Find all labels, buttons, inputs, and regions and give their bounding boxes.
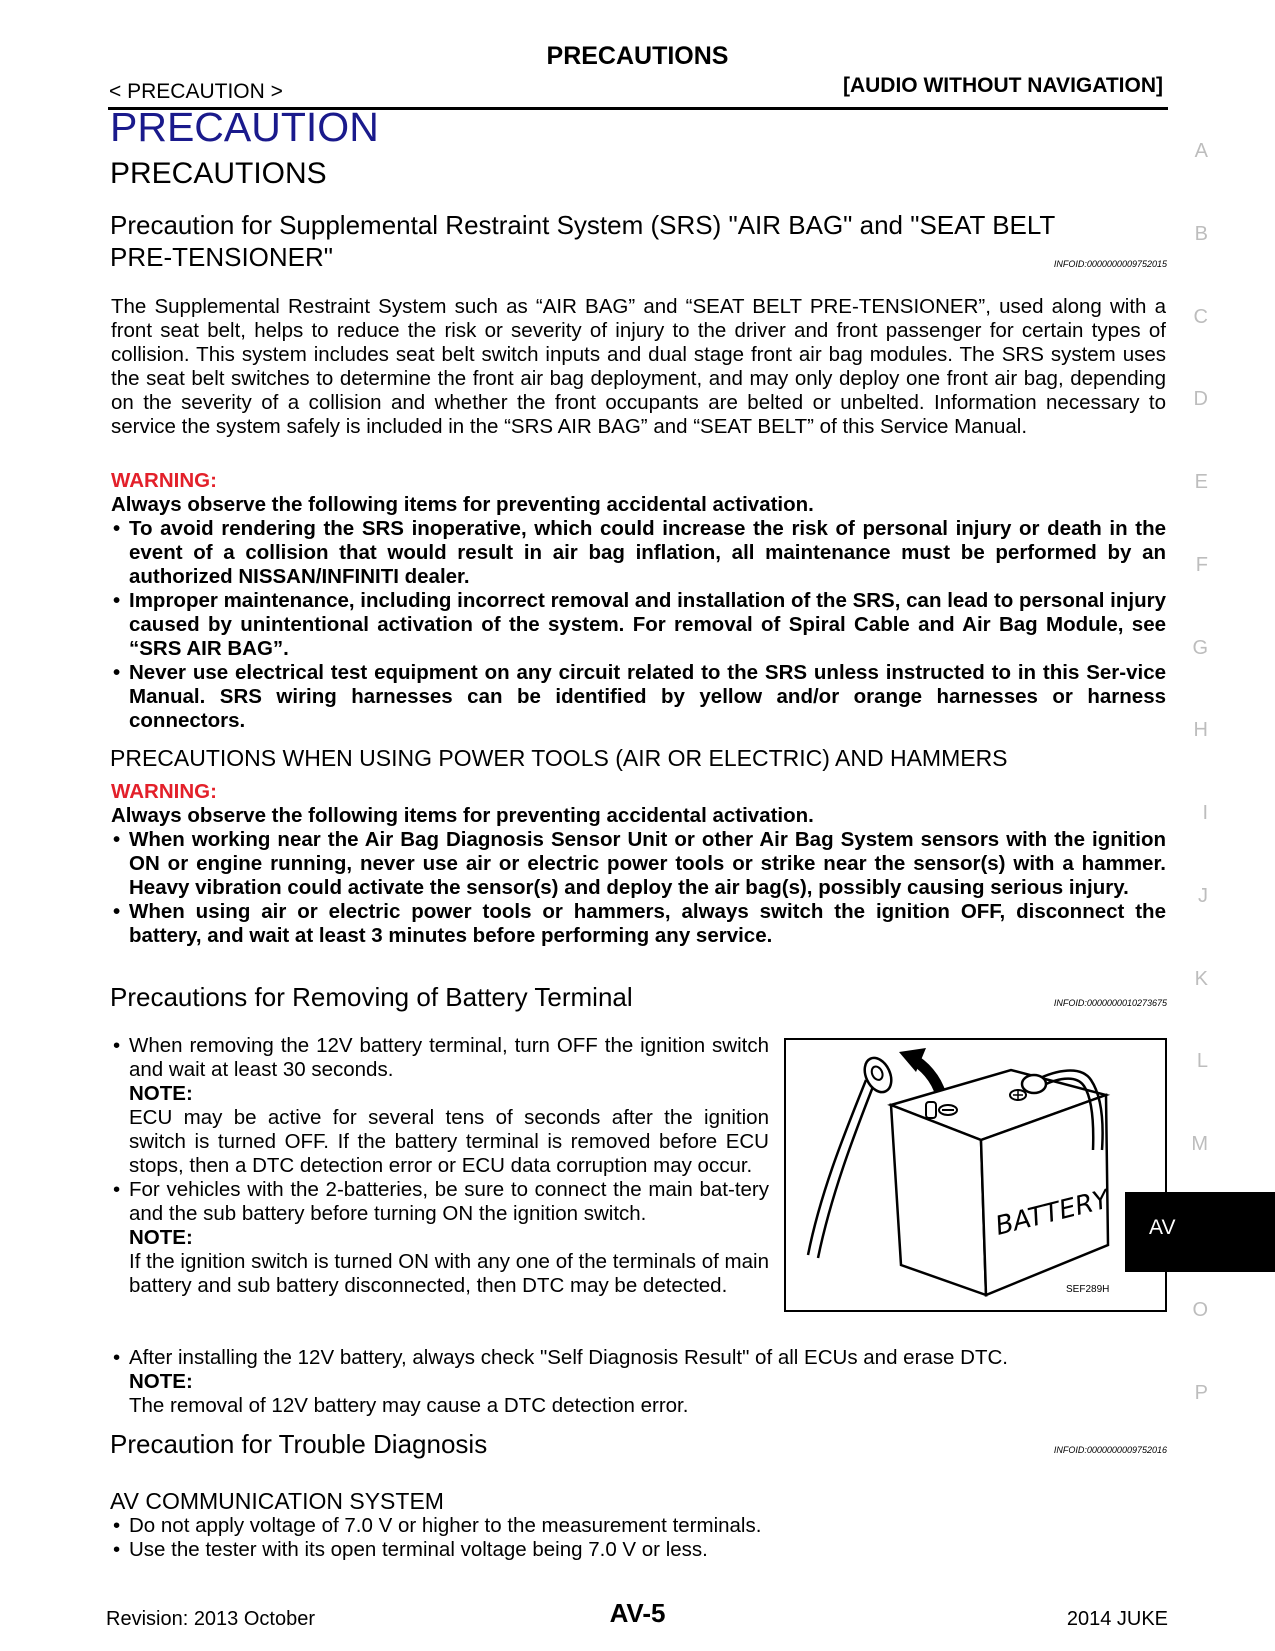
battery-figure-code: SEF289H xyxy=(1066,1284,1110,1295)
section-tag: [AUDIO WITHOUT NAVIGATION] xyxy=(842,74,1163,97)
trouble-item: • Use the tester with its open terminal voltage being 7.0 V or less. xyxy=(111,1538,1166,1562)
note-text: ECU may be active for several tens of seconds after the ignition switch is turned OFF. If the battery terminal is removed before ECU stops, then a DTC detection error or ECU data corruption may occur. xyxy=(129,1106,769,1177)
side-index-m[interactable]: M xyxy=(1191,1133,1208,1155)
side-index-f[interactable]: F xyxy=(1195,554,1208,576)
srs-warning-intro: Always observe the following items for preventing accidental activation. xyxy=(111,493,814,516)
side-index-e[interactable]: E xyxy=(1194,471,1208,493)
side-index-c[interactable]: C xyxy=(1193,306,1208,328)
battery-figure xyxy=(784,1038,1167,1312)
srs-paragraph: The Supplemental Restraint System such as “AIR BAG” and “SEAT BELT PRE-TENSIONER”, used along with a front seat belt, helps to reduce the risk or severity of injury to the driver and front passenger for certain types of collision. This system includes seat belt switch inputs and dual stage front air bag modules. The SRS system uses the seat belt switches to determine the front air bag deployment, and may only deploy one front air bag, depending on the severity of a collision and whether the front occupants are belted or unbelted. Information necessary to service the system safely is included in the “SRS AIR BAG” and “SEAT BELT” of this Service Manual. xyxy=(111,295,1166,438)
power-tools-warning-list xyxy=(111,828,1166,948)
battery-figure-label: BATTERY xyxy=(992,1184,1113,1242)
battery-item-text: For vehicles with the 2-batteries, be sure to connect the main bat-tery and the sub battery before turning ON the ignition switch. xyxy=(129,1178,769,1225)
note-text: If the ignition switch is turned ON with any one of the terminals of main battery and sub battery disconnected, then DTC may be detected. xyxy=(129,1250,769,1297)
note-text: The removal of 12V battery may cause a DTC detection error. xyxy=(129,1394,689,1417)
battery-illustration xyxy=(786,1040,1165,1310)
srs-warning-item: • To avoid rendering the SRS inoperative, which could increase the risk of personal injury or death in the event of a collision that would result in air bag inflation, all maintenance must be performed by an authorized NISSAN/INFINITI dealer. xyxy=(111,517,1166,589)
srs-heading xyxy=(110,209,1170,273)
battery-item xyxy=(111,1034,769,1178)
side-index-b[interactable]: B xyxy=(1194,223,1208,245)
side-index-j[interactable]: J xyxy=(1198,885,1208,907)
side-index-g[interactable]: G xyxy=(1192,637,1208,659)
side-index-l[interactable]: L xyxy=(1196,1050,1208,1072)
footer-model: 2014 JUKE xyxy=(1066,1608,1168,1630)
power-tools-heading: PRECAUTIONS WHEN USING POWER TOOLS (AIR OR ELECTRIC) AND HAMMERS xyxy=(110,745,1008,771)
srs-infoid: INFOID:0000000009752015 xyxy=(1053,259,1167,269)
breadcrumb: < PRECAUTION > xyxy=(109,80,283,103)
running-header-title: PRECAUTIONS xyxy=(546,42,729,70)
battery-heading: Precautions for Removing of Battery Terminal xyxy=(110,982,633,1012)
side-index-k[interactable]: K xyxy=(1194,968,1208,990)
srs-warning-item: • Never use electrical test equipment on any circuit related to the SRS unless instructed to in this Ser-vice Manual. SRS wiring harnesses can be identified by yellow and/or orange harnesses or harness connectors. xyxy=(111,661,1166,733)
trouble-subheading: AV COMMUNICATION SYSTEM xyxy=(110,1488,444,1514)
trouble-infoid: INFOID:0000000009752016 xyxy=(1053,1445,1167,1455)
page-subtitle: PRECAUTIONS xyxy=(110,157,327,190)
footer-page-number: AV-5 xyxy=(609,1598,666,1628)
note-label: NOTE: xyxy=(129,1226,193,1249)
srs-warning-list xyxy=(111,517,1166,733)
trouble-list xyxy=(111,1514,1166,1562)
power-tools-warning-label: WARNING: xyxy=(111,780,217,803)
trouble-heading: Precaution for Trouble Diagnosis xyxy=(110,1429,488,1459)
side-index-d[interactable]: D xyxy=(1193,388,1208,410)
battery-list-bottom xyxy=(111,1346,1166,1418)
battery-item-text: When removing the 12V battery terminal, turn OFF the ignition switch and wait at least 30 seconds. xyxy=(129,1034,769,1081)
power-tools-warning-item: • When working near the Air Bag Diagnosis Sensor Unit or other Air Bag System sensors with the ignition ON or engine running, never use air or electric power tools or strike near the sensor(s) with a hammer. Heavy vibration could activate the sensor(s) and deploy the air bag(s), possibly causing serious injury. xyxy=(111,828,1166,900)
note-label: NOTE: xyxy=(129,1370,193,1393)
srs-heading-line2: PRE-TENSIONER" xyxy=(110,242,334,272)
trouble-item: • Do not apply voltage of 7.0 V or higher to the measurement terminals. xyxy=(111,1514,1166,1538)
srs-heading-line1: Precaution for Supplemental Restraint System (SRS) "AIR BAG" and "SEAT BELT xyxy=(110,210,1056,240)
side-index-i[interactable]: I xyxy=(1202,802,1208,824)
battery-item xyxy=(111,1178,769,1298)
section-title: PRECAUTION xyxy=(110,104,379,150)
note-label: NOTE: xyxy=(129,1082,193,1105)
battery-infoid: INFOID:0000000010273675 xyxy=(1053,998,1167,1008)
srs-warning-item: • Improper maintenance, including incorrect removal and installation of the SRS, can lead to personal injury caused by unintentional activation of the system. For removal of Spiral Cable and Air Bag Module, see “SRS AIR BAG”. xyxy=(111,589,1166,661)
side-index-h[interactable]: H xyxy=(1193,719,1208,741)
footer-revision: Revision: 2013 October xyxy=(106,1608,316,1630)
side-index-p[interactable]: P xyxy=(1194,1382,1208,1404)
side-index-a[interactable]: A xyxy=(1194,140,1208,162)
side-index-o[interactable]: O xyxy=(1192,1299,1208,1321)
side-index-av-label: AV xyxy=(1149,1216,1176,1239)
power-tools-warning-intro: Always observe the following items for preventing accidental activation. xyxy=(111,804,814,827)
battery-item xyxy=(111,1346,1166,1418)
side-index-av-active[interactable] xyxy=(1125,1192,1275,1272)
battery-list-top xyxy=(111,1034,769,1298)
power-tools-warning-item: • When using air or electric power tools or hammers, always switch the ignition OFF, disconnect the battery, and wait at least 3 minutes before performing any service. xyxy=(111,900,1166,948)
battery-item-text: After installing the 12V battery, always check "Self Diagnosis Result" of all ECUs and erase DTC. xyxy=(129,1346,1008,1369)
srs-warning-label: WARNING: xyxy=(111,469,217,492)
